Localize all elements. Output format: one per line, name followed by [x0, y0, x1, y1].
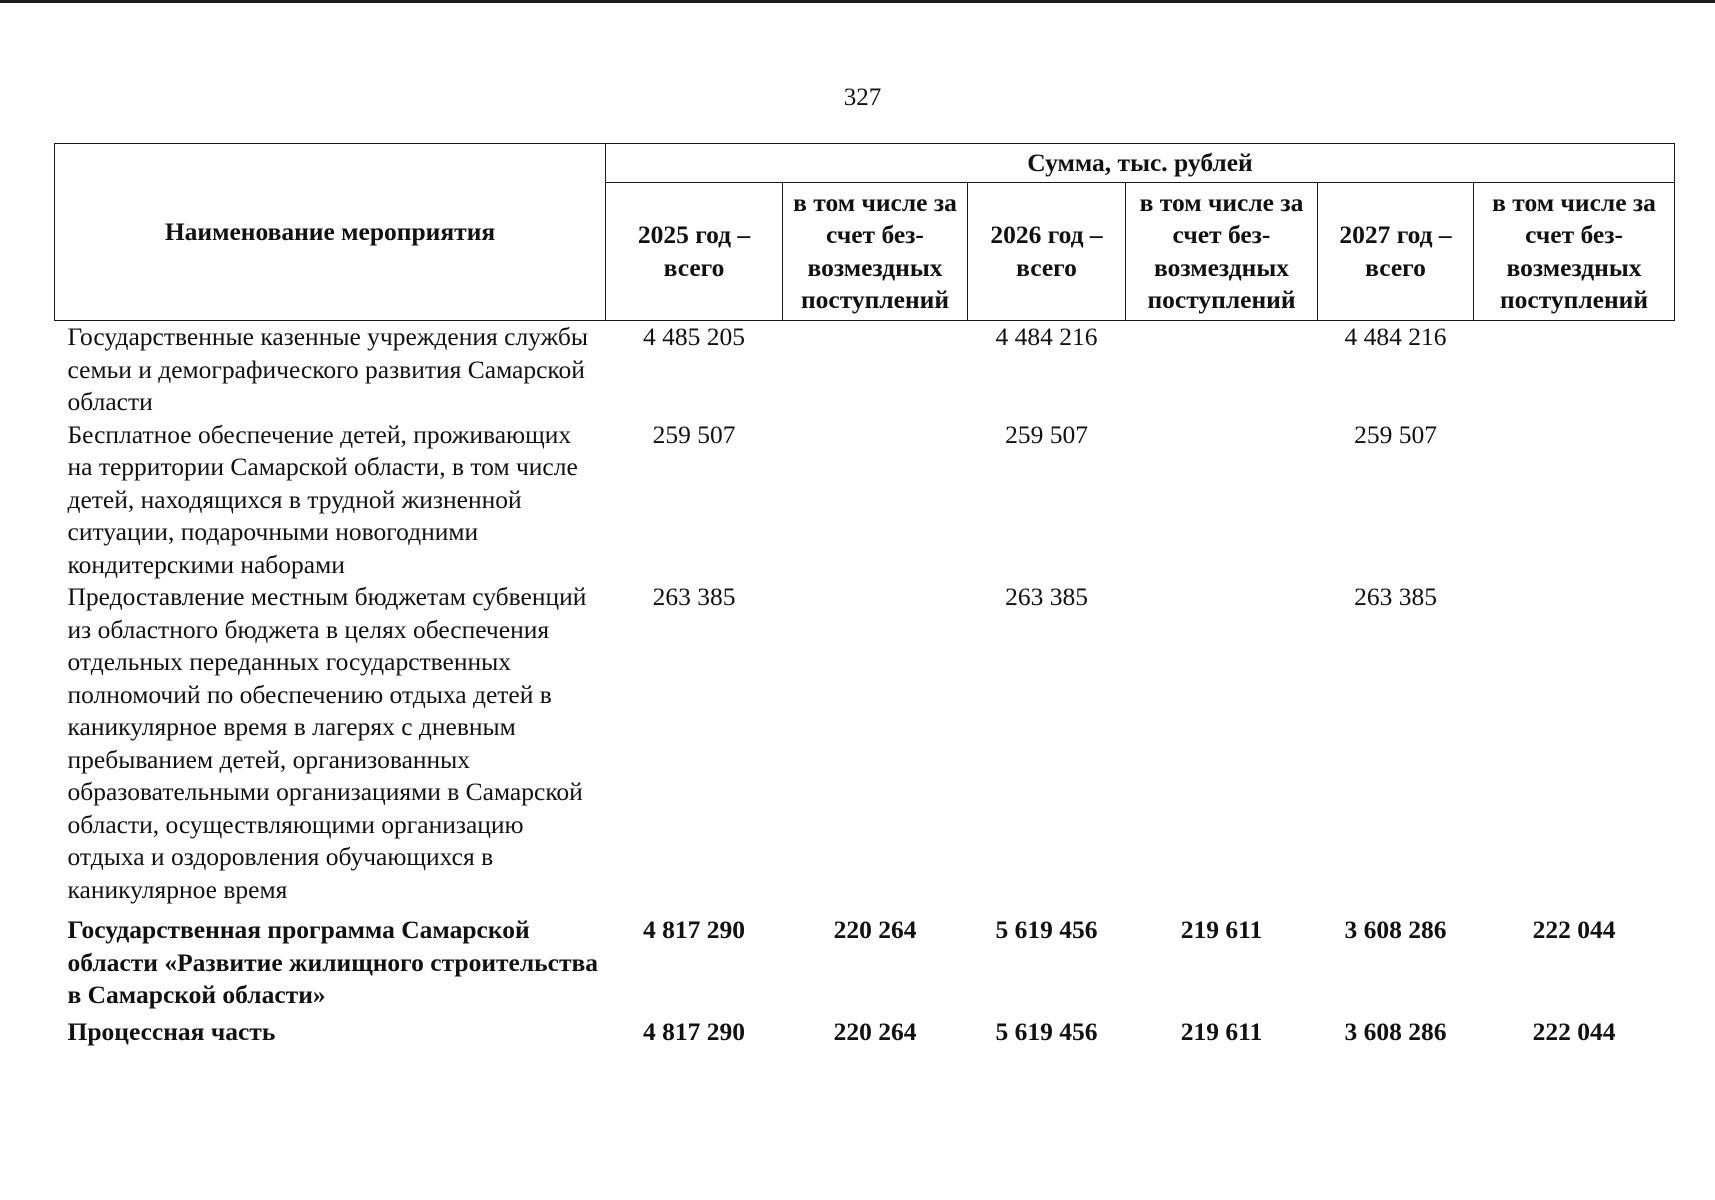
- value-2027-gratuitous: 222 044: [1532, 915, 1616, 944]
- value-2027-gratuitous: [1474, 321, 1675, 419]
- value-2025-gratuitous: [783, 419, 968, 582]
- value-2027-total: 4 484 216: [1344, 322, 1447, 351]
- value-2027-total: 259 507: [1354, 419, 1437, 449]
- value-2026-gratuitous: [1126, 321, 1318, 419]
- column-header-2027-gratuitous: в том числе за счет без-возмездных поступлений: [1474, 183, 1675, 321]
- table-row: [55, 906, 1675, 1012]
- amount-group-header: Сумма, тыс. рублей: [606, 144, 1675, 183]
- value-2026-total: 5 619 456: [995, 1016, 1098, 1046]
- column-header-2025-total: 2025 год – всего: [606, 183, 783, 321]
- column-header-2026-total: 2026 год – всего: [968, 183, 1126, 321]
- value-2027-gratuitous: 222 044: [1532, 1016, 1616, 1046]
- value-2027-total: 3 608 286: [1344, 915, 1447, 944]
- value-2025-gratuitous: 220 264: [833, 915, 917, 944]
- value-2025-total: 4 485 205: [643, 322, 745, 351]
- value-2027-total: 263 385: [1354, 582, 1437, 611]
- value-2026-total: 4 484 216: [995, 322, 1098, 351]
- row-name: Предоставление местным бюджетам субвенций из областного бюджета в целях обеспечения отдельных переданных государственных полномочий по обеспечению отдыха детей в каникулярное время в лагерях с дневным пребыванием детей, организованных образовательными организациями в Самарской области, осуществляющими организацию отдыха и оздоровления обучающихся в каникулярное время: [67, 582, 587, 904]
- table-row: [55, 581, 1675, 906]
- page-number: 327: [843, 84, 882, 111]
- value-2026-gratuitous: 219 611: [1180, 1016, 1263, 1046]
- value-2025-total: 4 817 290: [643, 1016, 745, 1046]
- column-header-2027-total: 2027 год – всего: [1318, 183, 1474, 321]
- value-2025-total: 259 507: [652, 419, 736, 449]
- value-2026-total: 263 385: [1005, 582, 1088, 611]
- value-2026-total: 259 507: [1005, 419, 1088, 449]
- value-2027-total: 3 608 286: [1344, 1016, 1447, 1046]
- table-row: [55, 321, 1675, 419]
- column-header-2025-gratuitous: в том числе за счет без-возмездных поступлений: [783, 183, 968, 321]
- table-row: [55, 419, 1675, 582]
- value-2026-gratuitous: [1126, 581, 1318, 906]
- value-2026-total: 5 619 456: [995, 915, 1098, 944]
- value-2026-gratuitous: 219 611: [1180, 915, 1263, 944]
- table-row: [55, 1012, 1675, 1049]
- value-2027-gratuitous: [1474, 419, 1675, 582]
- value-2025-gratuitous: [783, 581, 968, 906]
- name-column-header: Наименование мероприятия: [55, 144, 606, 321]
- value-2025-gratuitous: [783, 321, 968, 419]
- row-name: Процессная часть: [67, 1016, 276, 1046]
- value-2025-total: 263 385: [652, 582, 736, 611]
- row-name: Бесплатное обеспечение детей, проживающих на территории Самарской области, в том числе детей, находящихся в трудной жизненной ситуации, подарочными новогодними кондитерскими наборами: [67, 419, 578, 579]
- value-2027-gratuitous: [1474, 581, 1675, 906]
- column-header-2026-gratuitous: в том числе за счет без-возмездных поступлений: [1126, 183, 1318, 321]
- budget-table: [54, 143, 1675, 1048]
- top-border-line: [0, 0, 1715, 3]
- value-2025-total: 4 817 290: [643, 915, 745, 944]
- row-name: Государственные казенные учреждения службы семьи и демографического развития Самарской области: [67, 322, 588, 416]
- value-2026-gratuitous: [1126, 419, 1318, 582]
- row-name: Государственная программа Самарской области «Развитие жилищного строительства в Самарской области»: [67, 915, 599, 1009]
- value-2025-gratuitous: 220 264: [833, 1016, 917, 1046]
